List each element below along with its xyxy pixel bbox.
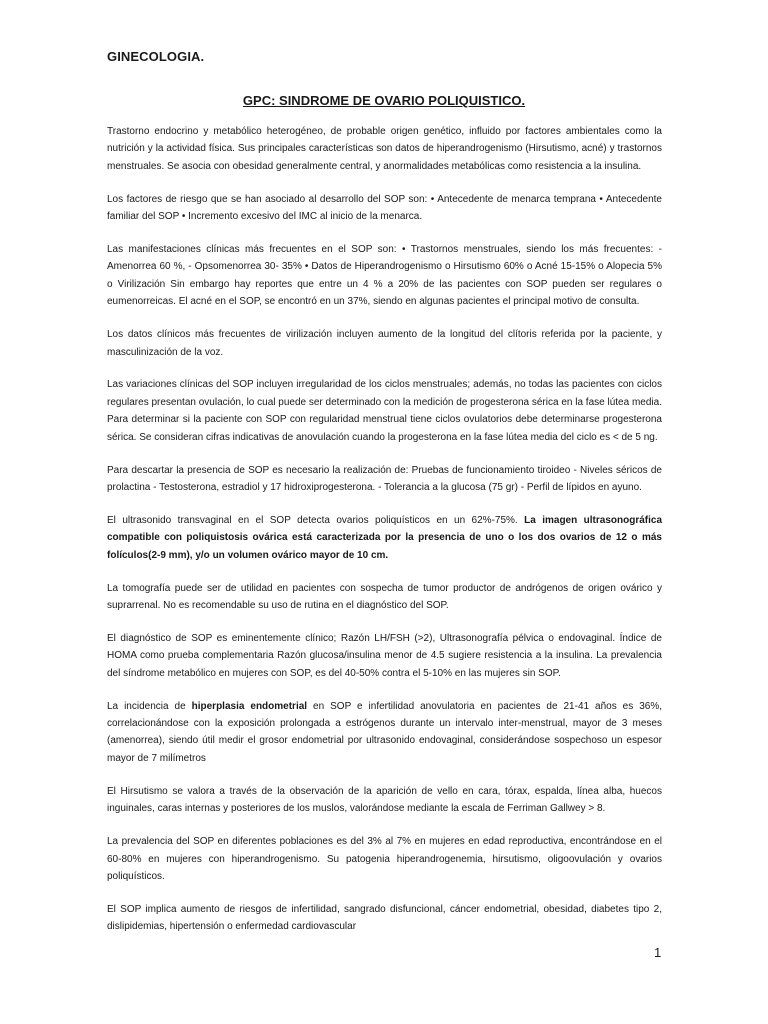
- paragraph: La incidencia de hiperplasia endometrial en SOP e infertilidad anovulatoria en pacientes de 21-41 años es 36%, correlacionándose con la exposición prolongada a estrógenos durante un intervalo inter-menstrual, mayor de 3 meses (amenorrea), siendo útil medir el grosor endometrial por ultrasonido endovaginal, considerándose sospechoso un espesor mayor de 7 milímetros: [107, 700, 662, 764]
- paragraph: El Hirsutismo se valora a través de la observación de la aparición de vello en cara, tórax, espalda, línea alba, huecos inguinales, caras internas y posteriores de los muslos, valorándose mediante la escala de Ferriman Gallwey > 8.: [107, 785, 662, 815]
- page-number: 1: [654, 945, 662, 960]
- paragraph: El ultrasonido transvaginal en el SOP detecta ovarios poliquísticos en un 62%-75%. La imagen ultrasonográfica compatible con poliquistosis ovárica está caracterizada por la presencia de uno o los dos ovarios de 12 o más folículos(2-9 mm), y/o un volumen ovárico mayor de 10 cm.: [107, 514, 663, 561]
- paragraph: La prevalencia del SOP en diferentes poblaciones es del 3% al 7% en mujeres en edad reproductiva, encontrándose en el 60-80% en mujeres con hiperandrogenismo. Su patogenia hiperandrogenemia, hirsutismo, oligoovulación y ovarios poliquísticos.: [107, 836, 662, 882]
- paragraph: Las variaciones clínicas del SOP incluyen irregularidad de los ciclos menstruales; además, no todas las pacientes con ciclos regulares presentan ovulación, lo cual puede ser determinado con la medición de progesterona sérica en la fase lútea media. Para determinar si la paciente con SOP con regularidad menstrual tiene ciclos ovulatorios debe determinarse progesterona sérica. Se consideran cifras indicativas de anovulación cuando la progesterona en la fase lútea media del ciclo es < de 5 ng.: [107, 379, 662, 443]
- paragraph: Para descartar la presencia de SOP es necesario la realización de: Pruebas de funcionamiento tiroideo - Niveles séricos de prolactina - Testosterona, estradiol y 17 hidroxiprogesterona. - Tolerancia a la glucosa (75 gr) - Perfil de lípidos en ayuno.: [107, 464, 662, 493]
- paragraph: El SOP implica aumento de riesgos de infertilidad, sangrado disfuncional, cáncer endometrial, obesidad, diabetes tipo 2, dislipidemias, hipertensión o enfermedad cardiovascular: [107, 903, 662, 933]
- bold-text: hiperplasia endometrial: [191, 700, 308, 712]
- section-header: GINECOLOGIA.: [107, 49, 205, 64]
- paragraph: Las manifestaciones clínicas más frecuentes en el SOP son: • Trastornos menstruales, siendo los más frecuentes: - Amenorrea 60 %, - Opsomenorrea 30- 35% • Datos de Hiperandrogenismo o Hirsutismo 60% o Acné 15-15% o Alopecia 5% o Virilización Sin embargo hay reportes que entre un 4 % a 20% de las pacientes con SOP pueden ser regulares o eumenorreicas. El acné en el SOP, se encontró en un 37%, siendo en algunas pacientes el principal motivo de consulta.: [107, 244, 662, 308]
- document-title: GPC: SINDROME DE OVARIO POLIQUISTICO.: [242, 93, 526, 108]
- paragraph: Los factores de riesgo que se han asociado al desarrollo del SOP son: • Antecedente de menarca temprana • Antecedente familiar del SOP • Incremento excesivo del IMC al inicio de la menarca.: [107, 193, 662, 223]
- bold-text: La imagen ultrasonográfica compatible con poliquistosis ovárica está caracterizada por la presencia de uno o los dos ovarios de 12 o más folículos(2-9 mm), y/o un volumen ovárico mayor de 10 cm.: [107, 514, 663, 561]
- paragraph: Los datos clínicos más frecuentes de virilización incluyen aumento de la longitud del clítoris referida por la paciente, y masculinización de la voz.: [107, 329, 662, 358]
- paragraph: Trastorno endocrino y metabólico heterogéneo, de probable origen genético, influido por factores ambientales como la nutrición y la actividad física. Sus principales características son datos de hiperandrogenismo (Hirsutismo, acné) y trastornos menstruales. Se asocia con obesidad generalmente central, y anormalidades metabólicas como resistencia a la insulina.: [107, 126, 662, 172]
- paragraph: El diagnóstico de SOP es eminentemente clínico; Razón LH/FSH (>2), Ultrasonografía pélvica o endovaginal. Índice de HOMA como prueba complementaria Razón glucosa/insulina menor de 4.5 sugiere resistencia a la insulina. La prevalencia del síndrome metabólico en mujeres con SOP, es del 40-50% contra el 5-10% en las mujeres sin SOP.: [107, 632, 662, 679]
- paragraph: La tomografía puede ser de utilidad en pacientes con sospecha de tumor productor de andrógenos de origen ovárico y suprarrenal. No es recomendable su uso de rutina en el diagnóstico del SOP.: [107, 582, 662, 612]
- document-body: [107, 123, 662, 951]
